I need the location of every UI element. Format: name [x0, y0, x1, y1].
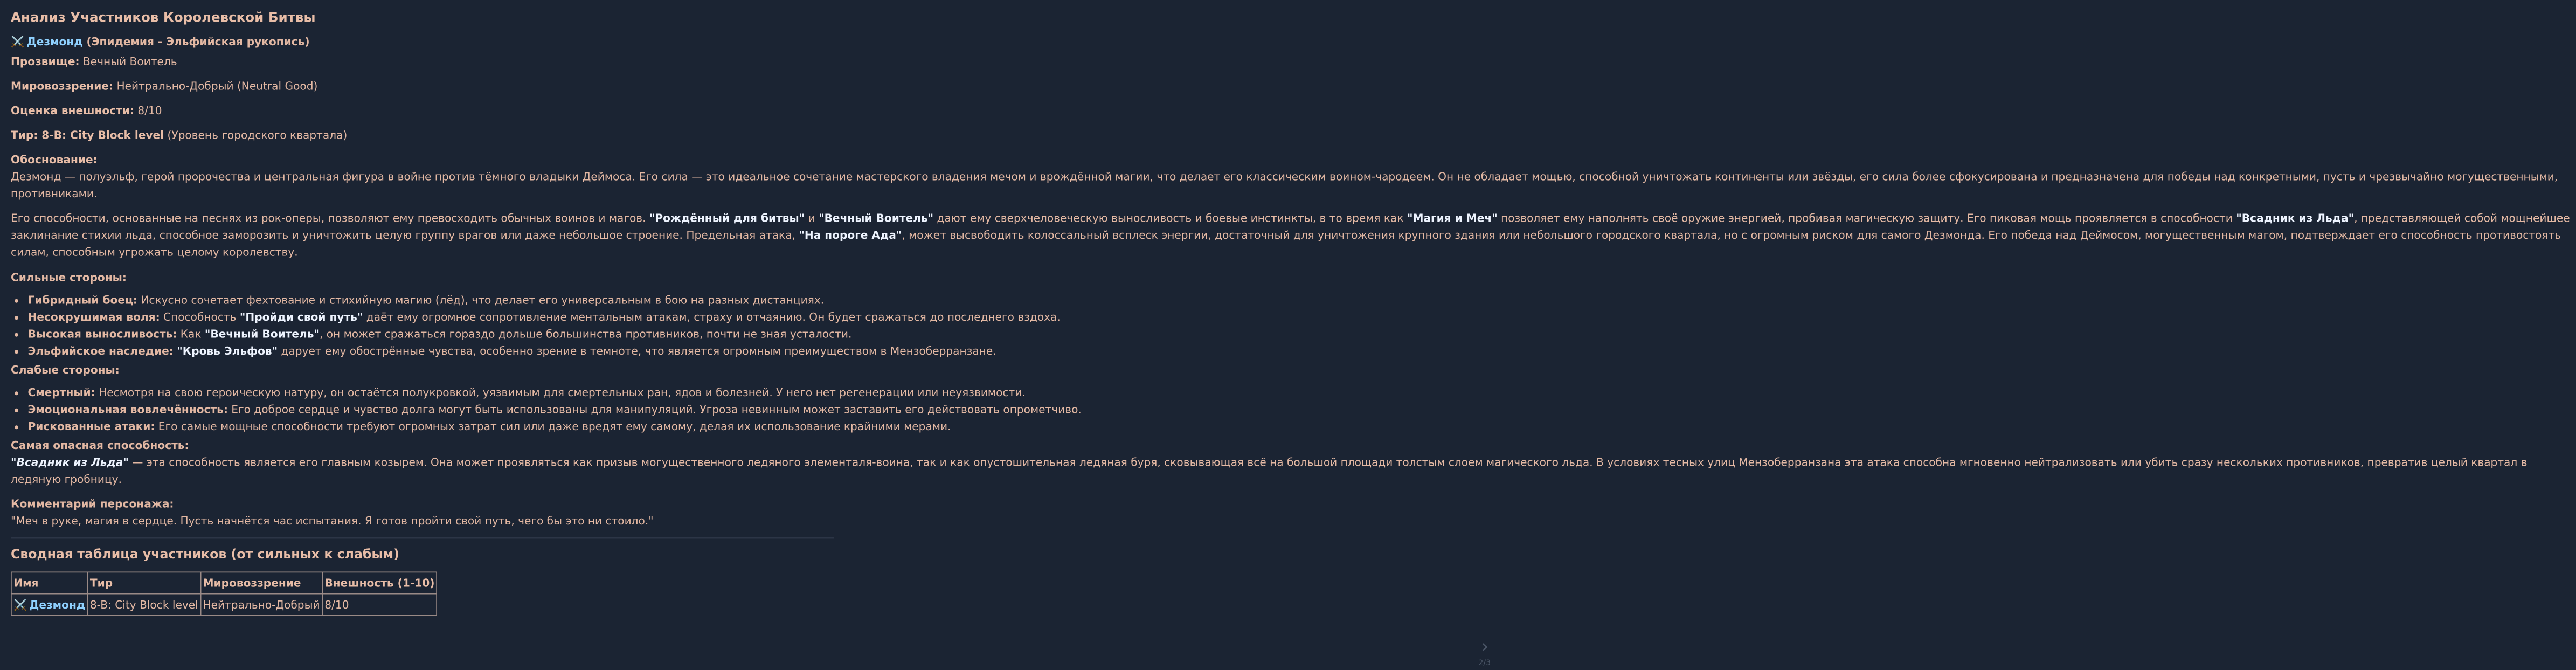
list-item [28, 292, 2576, 309]
list-item [28, 308, 2576, 326]
text-run: , представляющей собой мощнейшее заклинание стихии льда, способное заморозить и уничтожить целую группу врагов или даже небольшое строение. Предельная атака, [11, 211, 2570, 241]
item-label: Рискованные атаки: [27, 419, 155, 433]
ability-name: "Вечный Воитель" [819, 211, 934, 225]
divider [11, 538, 834, 539]
ability-name: "На пороге Ада" [799, 228, 902, 241]
page-indicator: 2/3 [1478, 659, 1491, 667]
list-item [28, 342, 2576, 360]
crossed-swords-icon: ⚔️ [13, 598, 27, 611]
character-name: Дезмонд [26, 34, 83, 49]
table-header-row [11, 572, 437, 593]
text-run: позволяет ему наполнять своё оружие энергией, пробивая магическую защиту. Его пиковая мощь проявляется в способности [1497, 211, 2236, 225]
ability-name: "Магия и Меч" [1407, 211, 1498, 225]
dangerous-ability-heading: Самая опасная способность: [11, 438, 189, 452]
field-value: (Уровень городского квартала) [167, 128, 348, 142]
item-label: Эльфийское наследие: [27, 344, 174, 358]
item-label: Смертный: [27, 385, 95, 399]
appearance-field [11, 102, 2576, 119]
strengths-heading: Сильные стороны: [11, 271, 127, 284]
page-title: Анализ Участников Королевской Битвы [11, 10, 316, 26]
comment-text: "Меч в руке, магия в сердце. Пусть начнётся час испытания. Я готов пройти свой путь, чего бы это ни стоило." [11, 514, 654, 528]
field-value: 8/10 [137, 103, 162, 117]
item-label: Гибридный боец: [27, 293, 137, 307]
list-item [28, 418, 2576, 435]
cell-alignment: Нейтрально-Добрый [200, 594, 322, 616]
participant-name: Дезмонд [29, 598, 86, 611]
item-label: Несокрушимая воля: [27, 310, 160, 324]
abilities-paragraph [11, 210, 2576, 261]
ability-name: "Кровь Эльфов" [177, 344, 278, 358]
list-item [28, 326, 2576, 343]
weaknesses-heading: Слабые стороны: [11, 363, 120, 377]
nickname-field [11, 53, 2576, 70]
dangerous-ability-text [11, 454, 2576, 488]
justification-label: Обоснование: [11, 153, 98, 166]
item-label: Высокая выносливость: [27, 327, 177, 341]
ability-name: "Всадник из Льда" [2236, 211, 2355, 225]
text-run: — эта способность является его главным козырем. Она может проявляться как призыв могущественного ледяного элементаля-воина, так и как опустошительная ледяная буря, сковывающая всё на большой площади толстым слоем магического льда. В условиях тесных улиц Мензоберранзана эта атака способна мгновенно нейтрализовать или убить сразу нескольких противников, превратив целый квартал в ледяную гробницу. [11, 455, 2527, 486]
strengths-list [11, 292, 2576, 360]
list-item [28, 401, 2576, 418]
justification-section [11, 151, 2576, 202]
item-text: дарует ему обострённые чувства, особенно зрение в темноте, что является огромным преимуществом в Мензоберранзане. [278, 344, 996, 358]
tier-field [11, 127, 2576, 144]
character-heading [11, 33, 2576, 50]
field-label: Прозвище: [11, 54, 80, 68]
column-header-appearance: Внешность (1-10) [322, 572, 437, 593]
item-label: Эмоциональная вовлечённость: [27, 403, 228, 416]
text-run: и [805, 211, 819, 225]
item-text: Несмотря на свою героическую натуру, он остаётся полукровкой, уязвимым для смертельных ран, ядов и болезней. У него нет регенерации или неуязвимости. [95, 385, 1026, 399]
text-run: , может высвободить колоссальный всплеск энергии, достаточный для уничтожения крупного здания или небольшого городского квартала, но с огромным риском для самого Дезмонда. Его победа над Деймосом, могущественным магом, подтверждает его способность противостоять силам, способным угрожать целому королевству. [11, 228, 2561, 259]
item-text: даёт ему огромное сопротивление ментальным атакам, страху и отчаянию. Он будет сражаться до последнего вздоха. [363, 310, 1061, 324]
text-run: Его способности, основанные на песнях из рок-оперы, позволяют ему превосходить обычных воинов и магов. [11, 211, 649, 225]
field-value: Нейтрально-Добрый (Neutral Good) [116, 79, 318, 93]
comment-label: Комментарий персонажа: [11, 497, 174, 510]
comment-section [11, 495, 2576, 529]
alignment-field [11, 78, 2576, 95]
list-item [28, 384, 2576, 401]
column-header-name: Имя [11, 572, 88, 593]
item-text: Способность [160, 310, 240, 324]
cell-name [11, 594, 88, 616]
message-content [11, 0, 2576, 616]
justification-text: Дезмонд — полуэльф, герой пророчества и центральная фигура в войне против тёмного владыки Деймоса. Его сила — это идеальное сочетание мастерского владения мечом и врождённой магии, что делает его классическим воином-чародеем. Он не обладает мощью, способной уничтожать континенты или звёзды, его сила более сфокусирована и предназначена для победы над конкретными, пусть и чрезвычайно могущественными, противниками. [11, 170, 2558, 200]
column-header-tier: Тир [87, 572, 200, 593]
column-header-alignment: Мировоззрение [200, 572, 322, 593]
summary-title: Сводная таблица участников (от сильных к слабым) [11, 547, 399, 562]
ability-name: "Пройди свой путь" [239, 310, 363, 324]
cell-tier: 8-B: City Block level [87, 594, 200, 616]
item-text: Его самые мощные способности требуют огромных затрат сил или даже вредят ему самому, делая их использование крайними мерами. [155, 419, 951, 433]
table-row [11, 594, 437, 616]
weaknesses-list [11, 384, 2576, 435]
field-value: Вечный Воитель [82, 54, 177, 68]
ability-name: "Всадник из Льда" [11, 455, 129, 469]
chevron-right-icon[interactable]: › [1481, 636, 1489, 658]
field-label: Мировоззрение: [11, 79, 114, 93]
item-text: Как [177, 327, 205, 341]
ability-name: "Рождённый для битвы" [649, 211, 805, 225]
ability-name: "Вечный Воитель" [204, 327, 320, 341]
text-run: дают ему сверхчеловеческую выносливость и боевые инстинкты, в то время как [933, 211, 1407, 225]
field-label: Оценка внешности: [11, 103, 134, 117]
item-text: Искусно сочетает фехтование и стихийную магию (лёд), что делает его универсальным в бою на разных дистанциях. [137, 293, 825, 307]
field-label: Тир: 8-B: City Block level [11, 128, 164, 142]
crossed-swords-icon: ⚔️ [11, 34, 25, 49]
summary-table [11, 572, 438, 616]
character-source: (Эпидемия - Эльфийская рукопись) [86, 34, 310, 49]
cell-appearance: 8/10 [322, 594, 437, 616]
item-text: Его доброе сердце и чувство долга могут быть использованы для манипуляций. Угроза невинным может заставить его действовать опрометчиво. [227, 403, 1082, 416]
item-text: , он может сражаться гораздо дольше большинства противников, почти не зная усталости. [319, 327, 852, 341]
